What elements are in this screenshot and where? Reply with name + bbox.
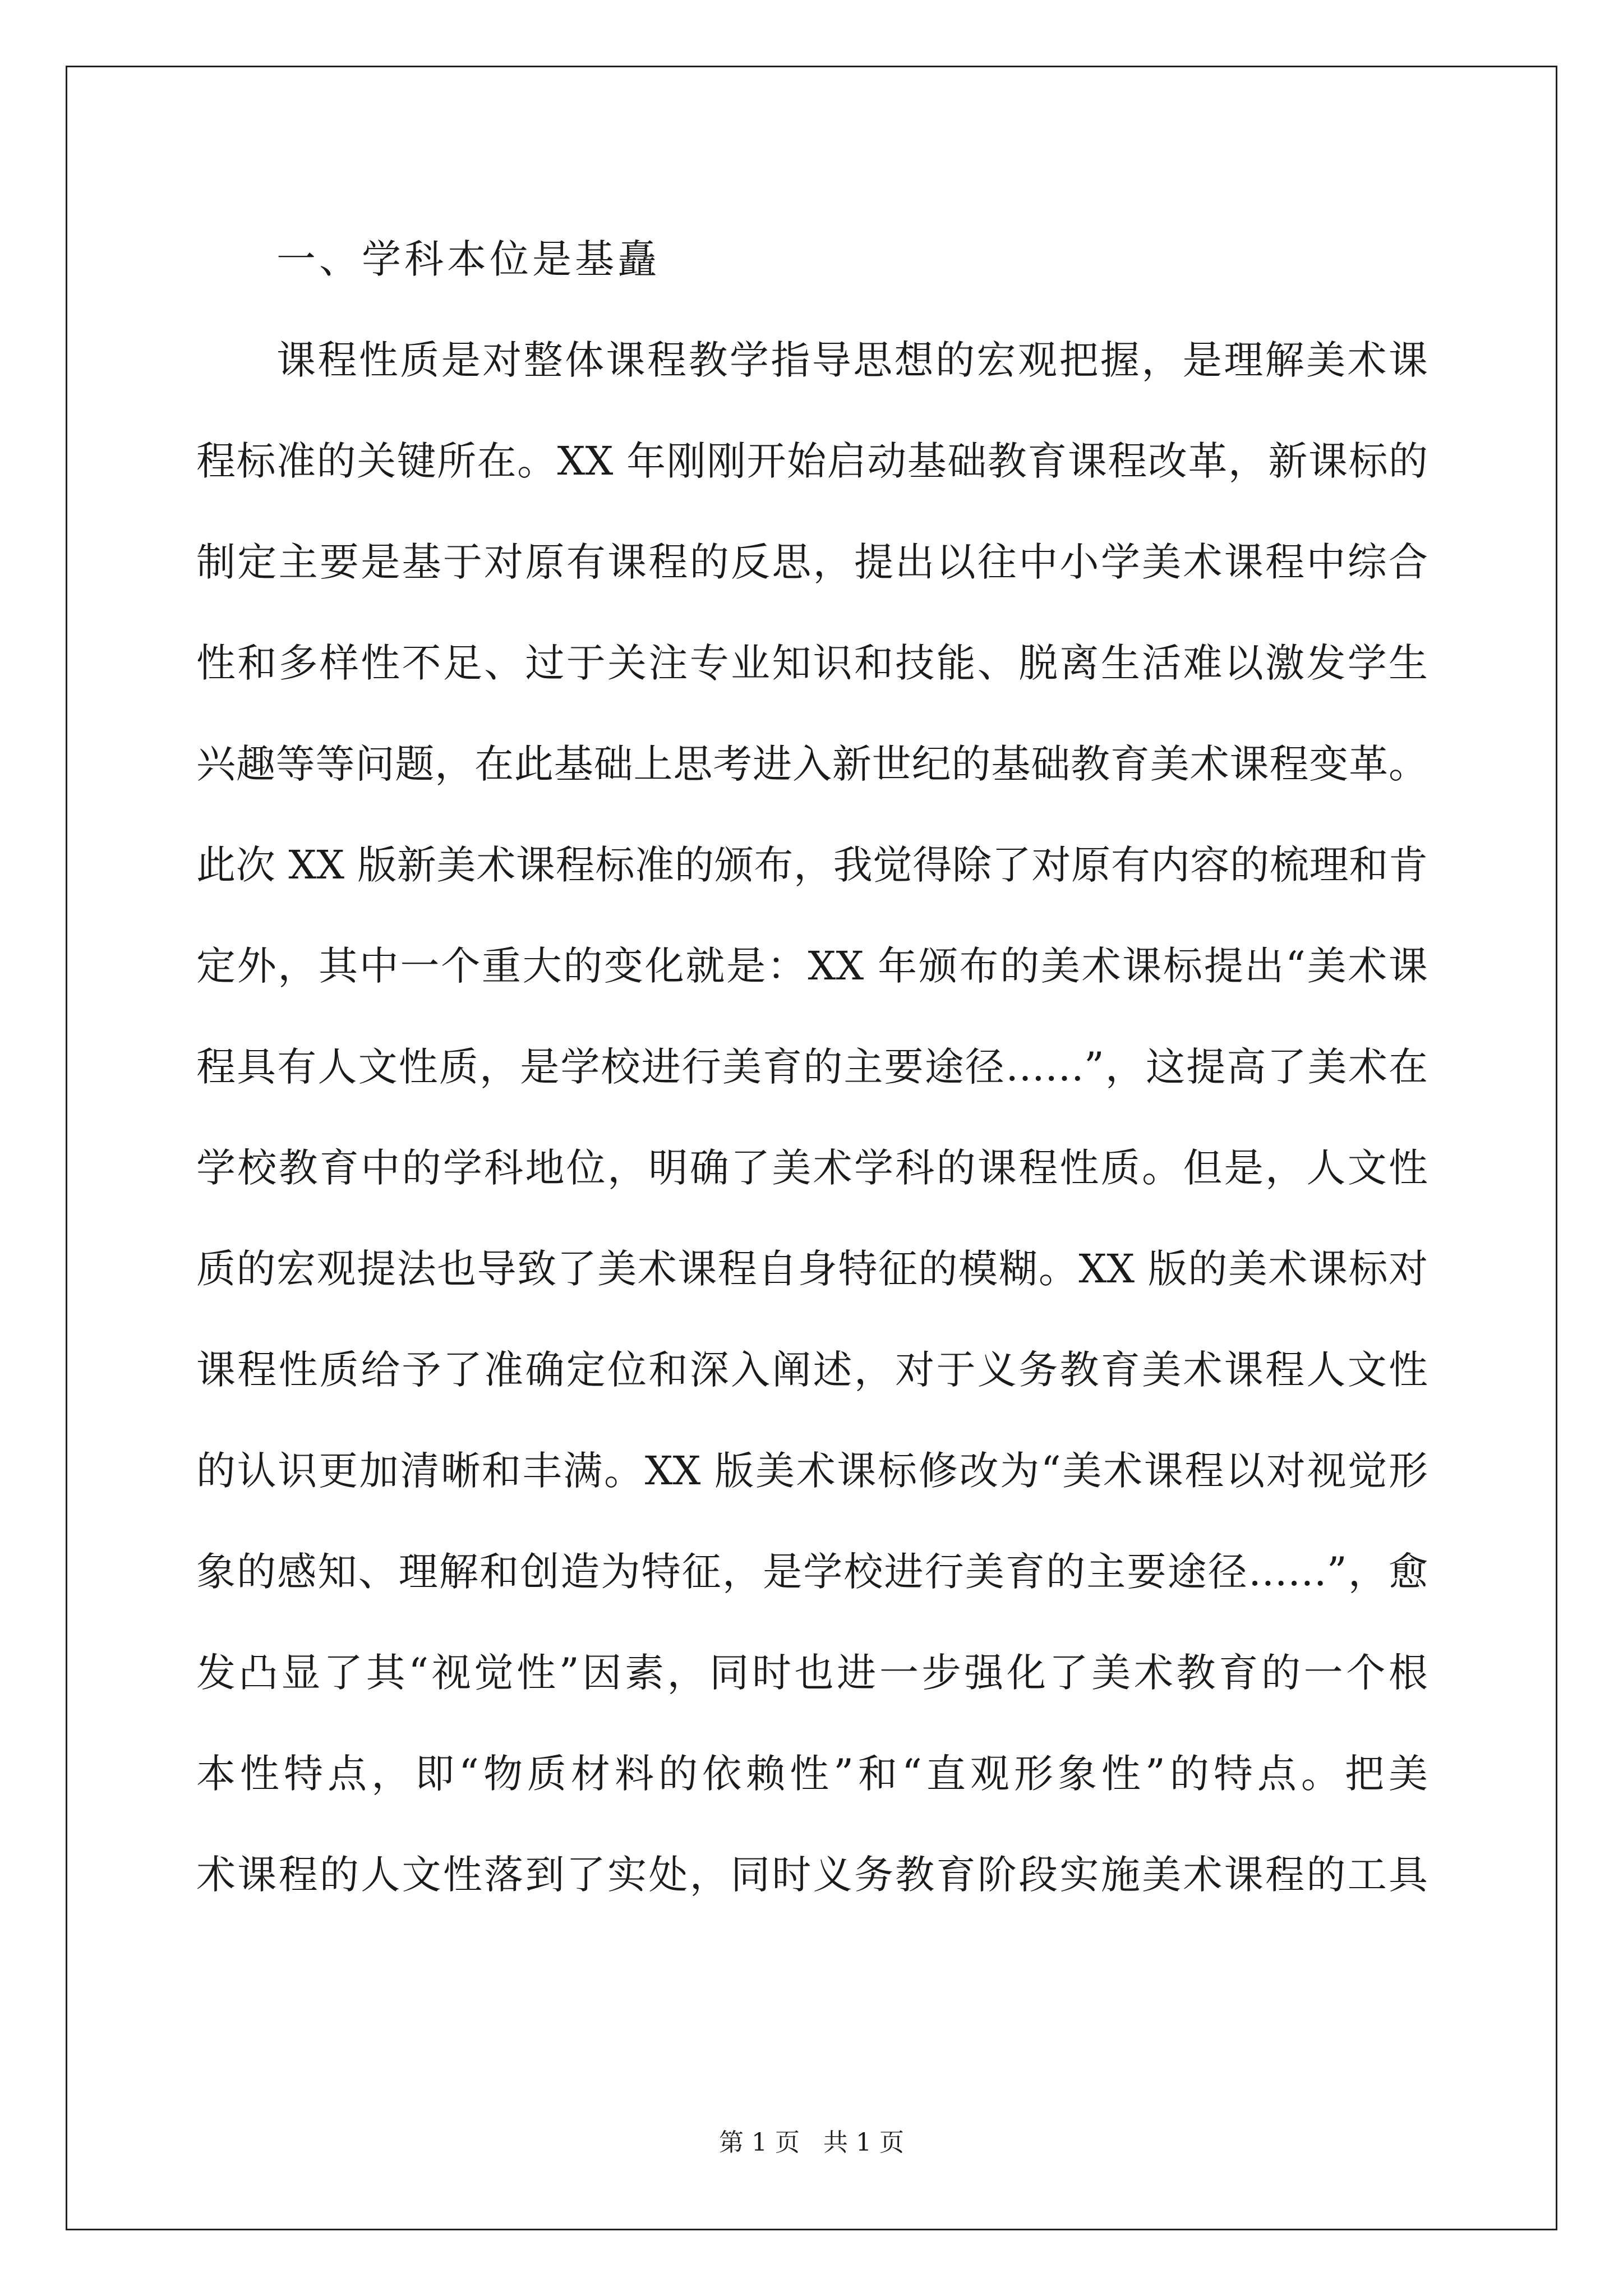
paragraph-line: 此次 XX 版新美术课程标准的颁布，我觉得除了对原有内容的梳理和肯 — [196, 842, 1428, 888]
paragraph-line: 课程性质是对整体课程教学指导思想的宏观把握，是理解美术课 — [276, 337, 1428, 383]
paragraph — [196, 310, 1428, 1925]
paragraph-line: 制定主要是基于对原有课程的反思，提出以往中小学美术课程中综合 — [196, 539, 1428, 585]
paragraph-line: 课程性质给予了准确定位和深入阐述，对于义务教育美术课程人文性 — [196, 1347, 1428, 1393]
paragraph-line: 学校教育中的学科地位，明确了美术学科的课程性质。但是，人文性 — [196, 1145, 1428, 1191]
paragraph-line: 程标准的关键所在。XX 年刚刚开始启动基础教育课程改革，新课标的 — [196, 438, 1428, 484]
paragraph-line: 的认识更加清晰和丰满。XX 版美术课标修改为“美术课程以对视觉形 — [196, 1448, 1428, 1494]
paragraph-line: 质的宏观提法也导致了美术课程自身特征的模糊。XX 版的美术课标对 — [196, 1246, 1428, 1292]
paragraph-line: 定外，其中一个重大的变化就是：XX 年颁布的美术课标提出“美术课 — [196, 943, 1428, 989]
paragraph-line: 术课程的人文性落到了实处，同时义务教育阶段实施美术课程的工具 — [196, 1852, 1428, 1898]
paragraph-line: 性和多样性不足、过于关注专业知识和技能、脱离生活难以激发学生 — [196, 640, 1428, 686]
paragraph-line: 本性特点，即“物质材料的依赖性”和“直观形象性”的特点。把美 — [196, 1751, 1428, 1797]
section-heading: 一、学科本位是基矗 — [276, 236, 660, 282]
paragraph-line: 象的感知、理解和创造为特征，是学校进行美育的主要途径……”，愈 — [196, 1549, 1428, 1595]
paragraph-line: 兴趣等等问题，在此基础上思考进入新世纪的基础教育美术课程变革。 — [196, 741, 1428, 787]
paragraph-line: 程具有人文性质，是学校进行美育的主要途径……”，这提高了美术在 — [196, 1044, 1428, 1090]
page-number-footer: 第 1 页 共 1 页 — [719, 2128, 904, 2157]
paragraph-line: 发凸显了其“视觉性”因素，同时也进一步强化了美术教育的一个根 — [196, 1650, 1428, 1696]
